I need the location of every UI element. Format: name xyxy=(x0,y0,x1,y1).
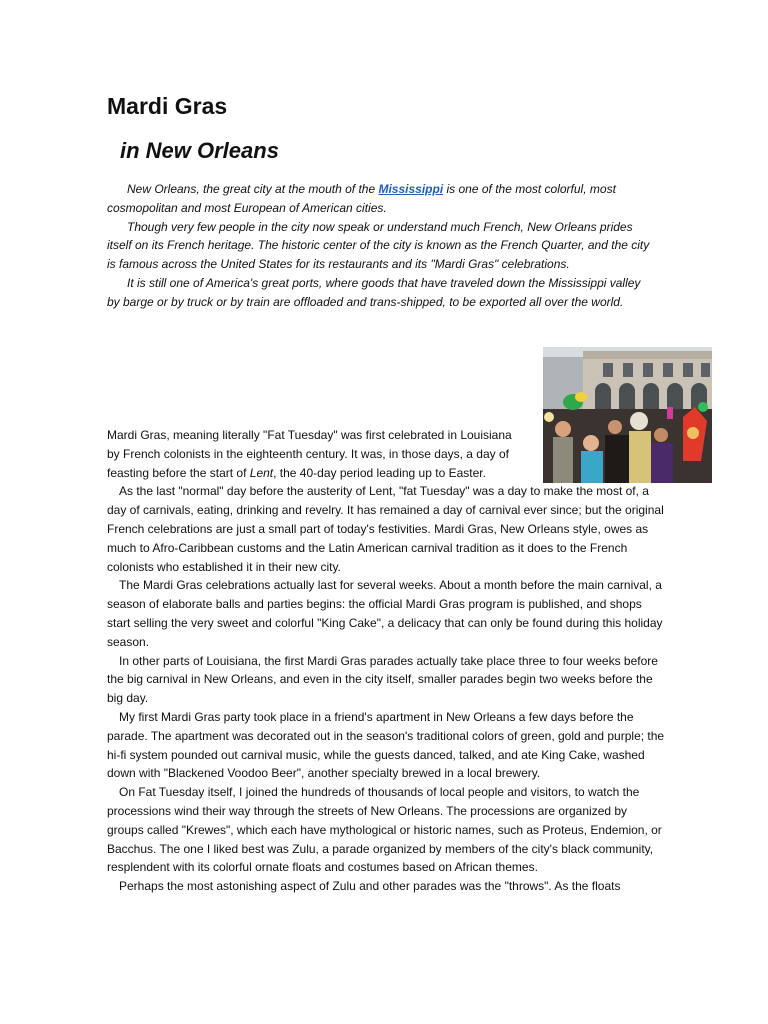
intro-paragraph-1: New Orleans, the great city at the mouth of the Mississippi is one of the most colorful, most cosmopolitan and most European of American cities. xyxy=(107,182,616,215)
intro-paragraph-3: It is still one of America's great ports, where goods that have traveled down the Mississippi valley by barge or by truck or by train are offloaded and trans-shipped, to be exported all over the world. xyxy=(107,275,641,309)
body-paragraph-4: In other parts of Louisiana, the first Mardi Gras parades actually take place three to four weeks before the big carnival in New Orleans, and even in the city itself, smaller parades begin two weeks before the big day. xyxy=(107,653,658,706)
intro-section xyxy=(107,180,655,312)
body-paragraph-2: As the last "normal" day before the austerity of Lent, "fat Tuesday" was a day to make the most of, a day of carnivals, eating, drinking and revelry. It has remained a day of carnival ever since; but the original French celebrations are just a small part of today's festivities. Mardi Gras, New Orleans style, owes as much to Afro-Caribbean customs and the Latin American carnival tradition as it does to the French colonists who established it in their new city. xyxy=(107,484,664,574)
body-paragraph-6: On Fat Tuesday itself, I joined the hundreds of thousands of local people and visitors, to watch the processions wind their way through the streets of New Orleans. The processions are organized by groups called "Krewes", which each have mythological or historic names, such as Proteus, Endemion, or Bacchus. The one I liked best was Zulu, a parade organized by members of the city's black community, resplendent with its colorful ornate floats and costumes based on African themes. xyxy=(107,785,662,875)
mississippi-link[interactable]: Mississippi xyxy=(378,182,444,196)
body-paragraph-3: The Mardi Gras celebrations actually last for several weeks. About a month before the main carnival, a season of elaborate balls and parties begins: the official Mardi Gras program is published, and shops start selling the very sweet and colorful "King Cake", a delicacy that can only be found during this holiday season. xyxy=(107,578,663,649)
body-paragraph-5: My first Mardi Gras party took place in a friend's apartment in New Orleans a few days before the parade. The apartment was decorated out in the season's traditional colors of green, gold and purple; the hi-fi system pounded out carnival music, while the guests danced, talked, and ate King Cake, washed down with "Blackened Voodoo Beer", another specialty brewed in a local brewery. xyxy=(107,709,665,781)
page-subtitle: in New Orleans xyxy=(120,138,279,163)
intro-paragraph-2: Though very few people in the city now speak or understand much French, New Orleans prides itself on its French heritage. The historic center of the city is known as the French Quarter, and the city is famous across the United States for its restaurants and its "Mardi Gras" celebrations. xyxy=(107,219,650,272)
page-title: Mardi Gras xyxy=(107,93,228,119)
body-paragraph-1: Mardi Gras, meaning literally "Fat Tuesday" was first celebrated in Louisiana by French colonists in the eighteenth century. It was, in those days, a day of feasting before the start of Lent, the 40-day period leading up to Easter. xyxy=(107,428,512,480)
body-paragraph-7: Perhaps the most astonishing aspect of Zulu and other parades was the "throws". As the floats xyxy=(119,879,621,894)
article-body xyxy=(107,426,667,896)
